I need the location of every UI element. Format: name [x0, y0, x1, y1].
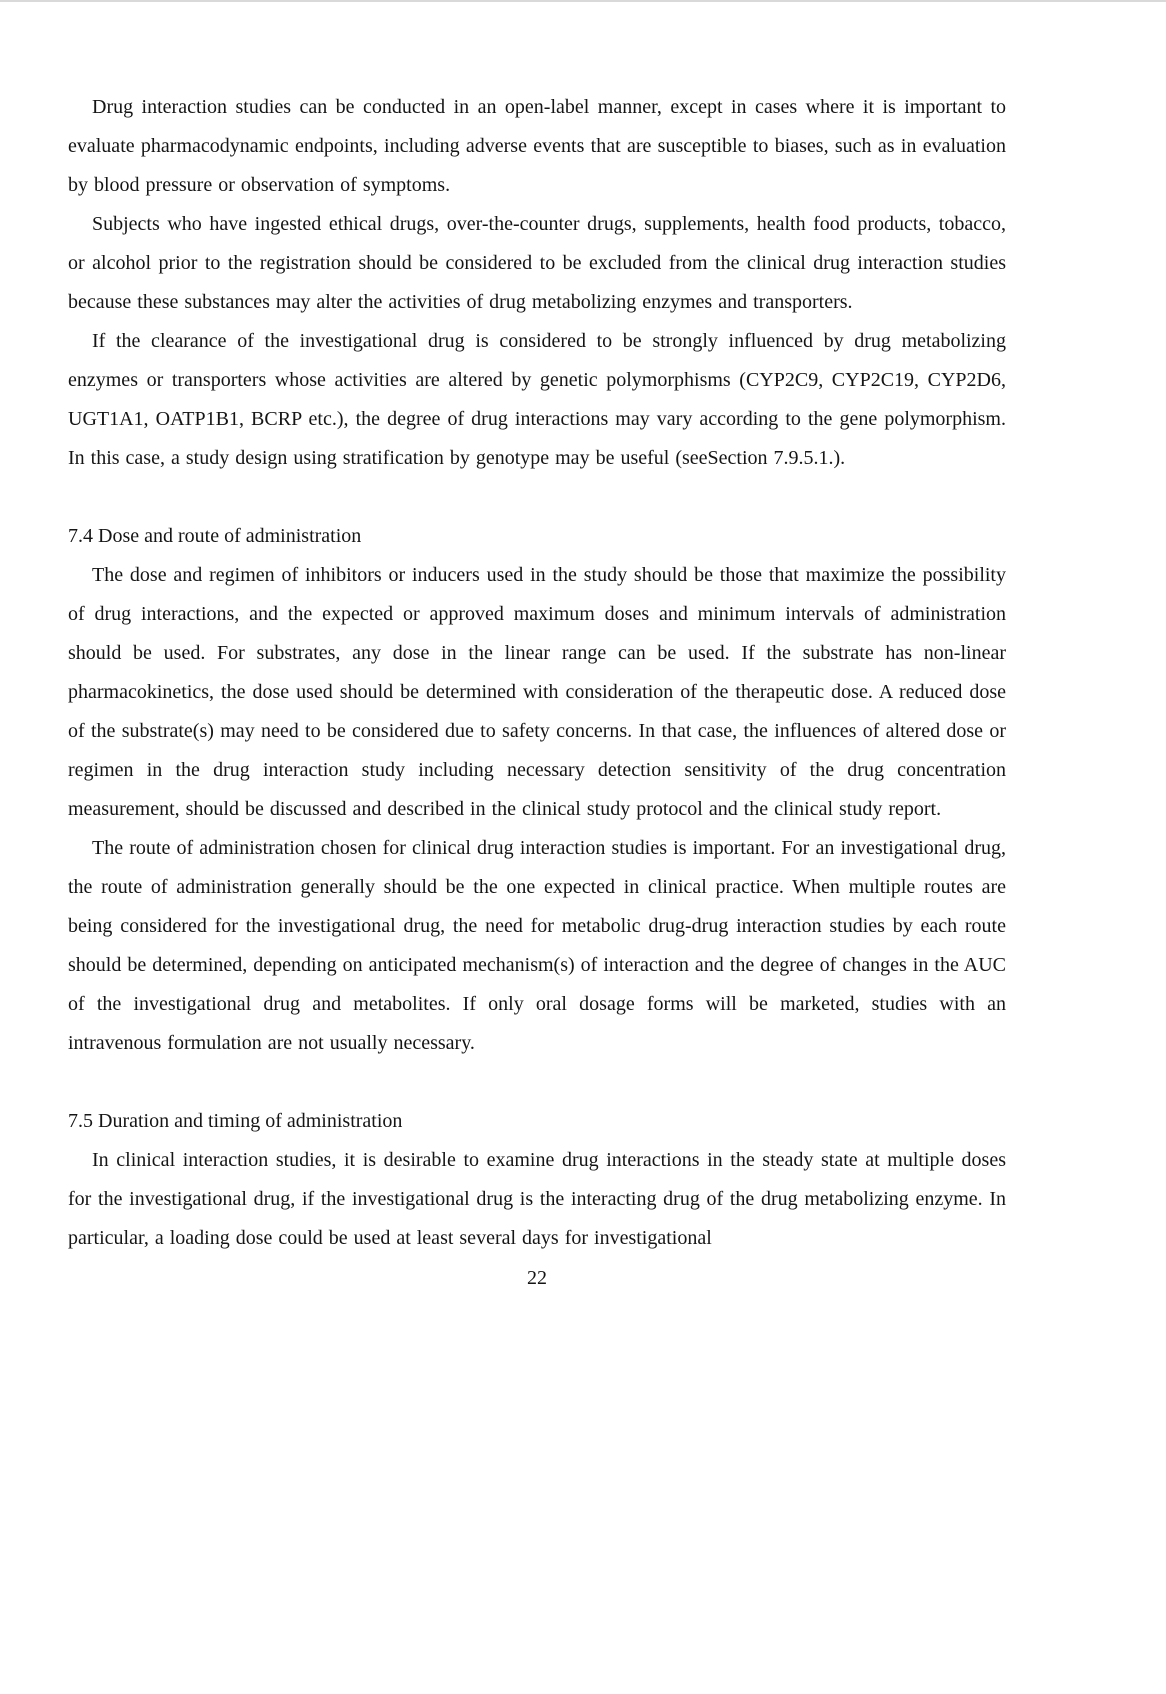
- paragraph-genetic-polymorphisms: If the clearance of the investigational drug is considered to be strongly influenced by drug metabolizing enzymes or transporters whose activities are altered by genetic polymorphisms (CYP2C9, CYP2C19, CYP2D6, UGT1A1, OATP1B1, BCRP etc.), the degree of drug interactions may vary according to the gene polymorphism. In this case, a study design using stratification by genotype may be useful (seeSection 7.9.5.1.).: [68, 330, 1006, 469]
- section-heading-7-4: 7.4 Dose and route of administration: [68, 525, 362, 547]
- paragraph-route-of-administration: The route of administration chosen for clinical drug interaction studies is important. For an investigational drug, the route of administration generally should be the one expected in clinical practice. When multiple routes are being considered for the investigational drug, the need for metabolic drug-drug interaction studies by each route should be determined, depending on anticipated mechanism(s) of interaction and the degree of changes in the AUC of the investigational drug and metabolites. If only oral dosage forms will be marketed, studies with an intravenous formulation are not usually necessary.: [68, 837, 1006, 1054]
- paragraph-subject-exclusion: Subjects who have ingested ethical drugs, over-the-counter drugs, supplements, health food products, tobacco, or alcohol prior to the registration should be considered to be excluded from the clinical drug interaction studies because these substances may alter the activities of drug metabolizing enzymes and transporters.: [68, 213, 1006, 313]
- paragraph-duration-and-timing: In clinical interaction studies, it is desirable to examine drug interactions in the steady state at multiple doses for the investigational drug, if the investigational drug is the interacting drug of the drug metabolizing enzyme. In particular, a loading dose could be used at least several days for investigational: [68, 1149, 1006, 1249]
- section-heading-7-5: 7.5 Duration and timing of administration: [68, 1110, 403, 1132]
- paragraph-open-label-studies: Drug interaction studies can be conducted in an open-label manner, except in cases where it is important to evaluate pharmacodynamic endpoints, including adverse events that are susceptible to biases, such as in evaluation by blood pressure or observation of symptoms.: [68, 96, 1006, 196]
- paragraph-dose-and-regimen: The dose and regimen of inhibitors or inducers used in the study should be those that maximize the possibility of drug interactions, and the expected or approved maximum doses and minimum intervals of administration should be used. For substrates, any dose in the linear range can be used. If the substrate has non-linear pharmacokinetics, the dose used should be determined with consideration of the therapeutic dose. A reduced dose of the substrate(s) may need to be considered due to safety concerns. In that case, the influences of altered dose or regimen in the drug interaction study including necessary detection sensitivity of the drug concentration measurement, should be discussed and described in the clinical study protocol and the clinical study report.: [68, 564, 1006, 820]
- page-number: 22: [527, 1267, 547, 1289]
- page-top-edge: [0, 0, 1166, 2]
